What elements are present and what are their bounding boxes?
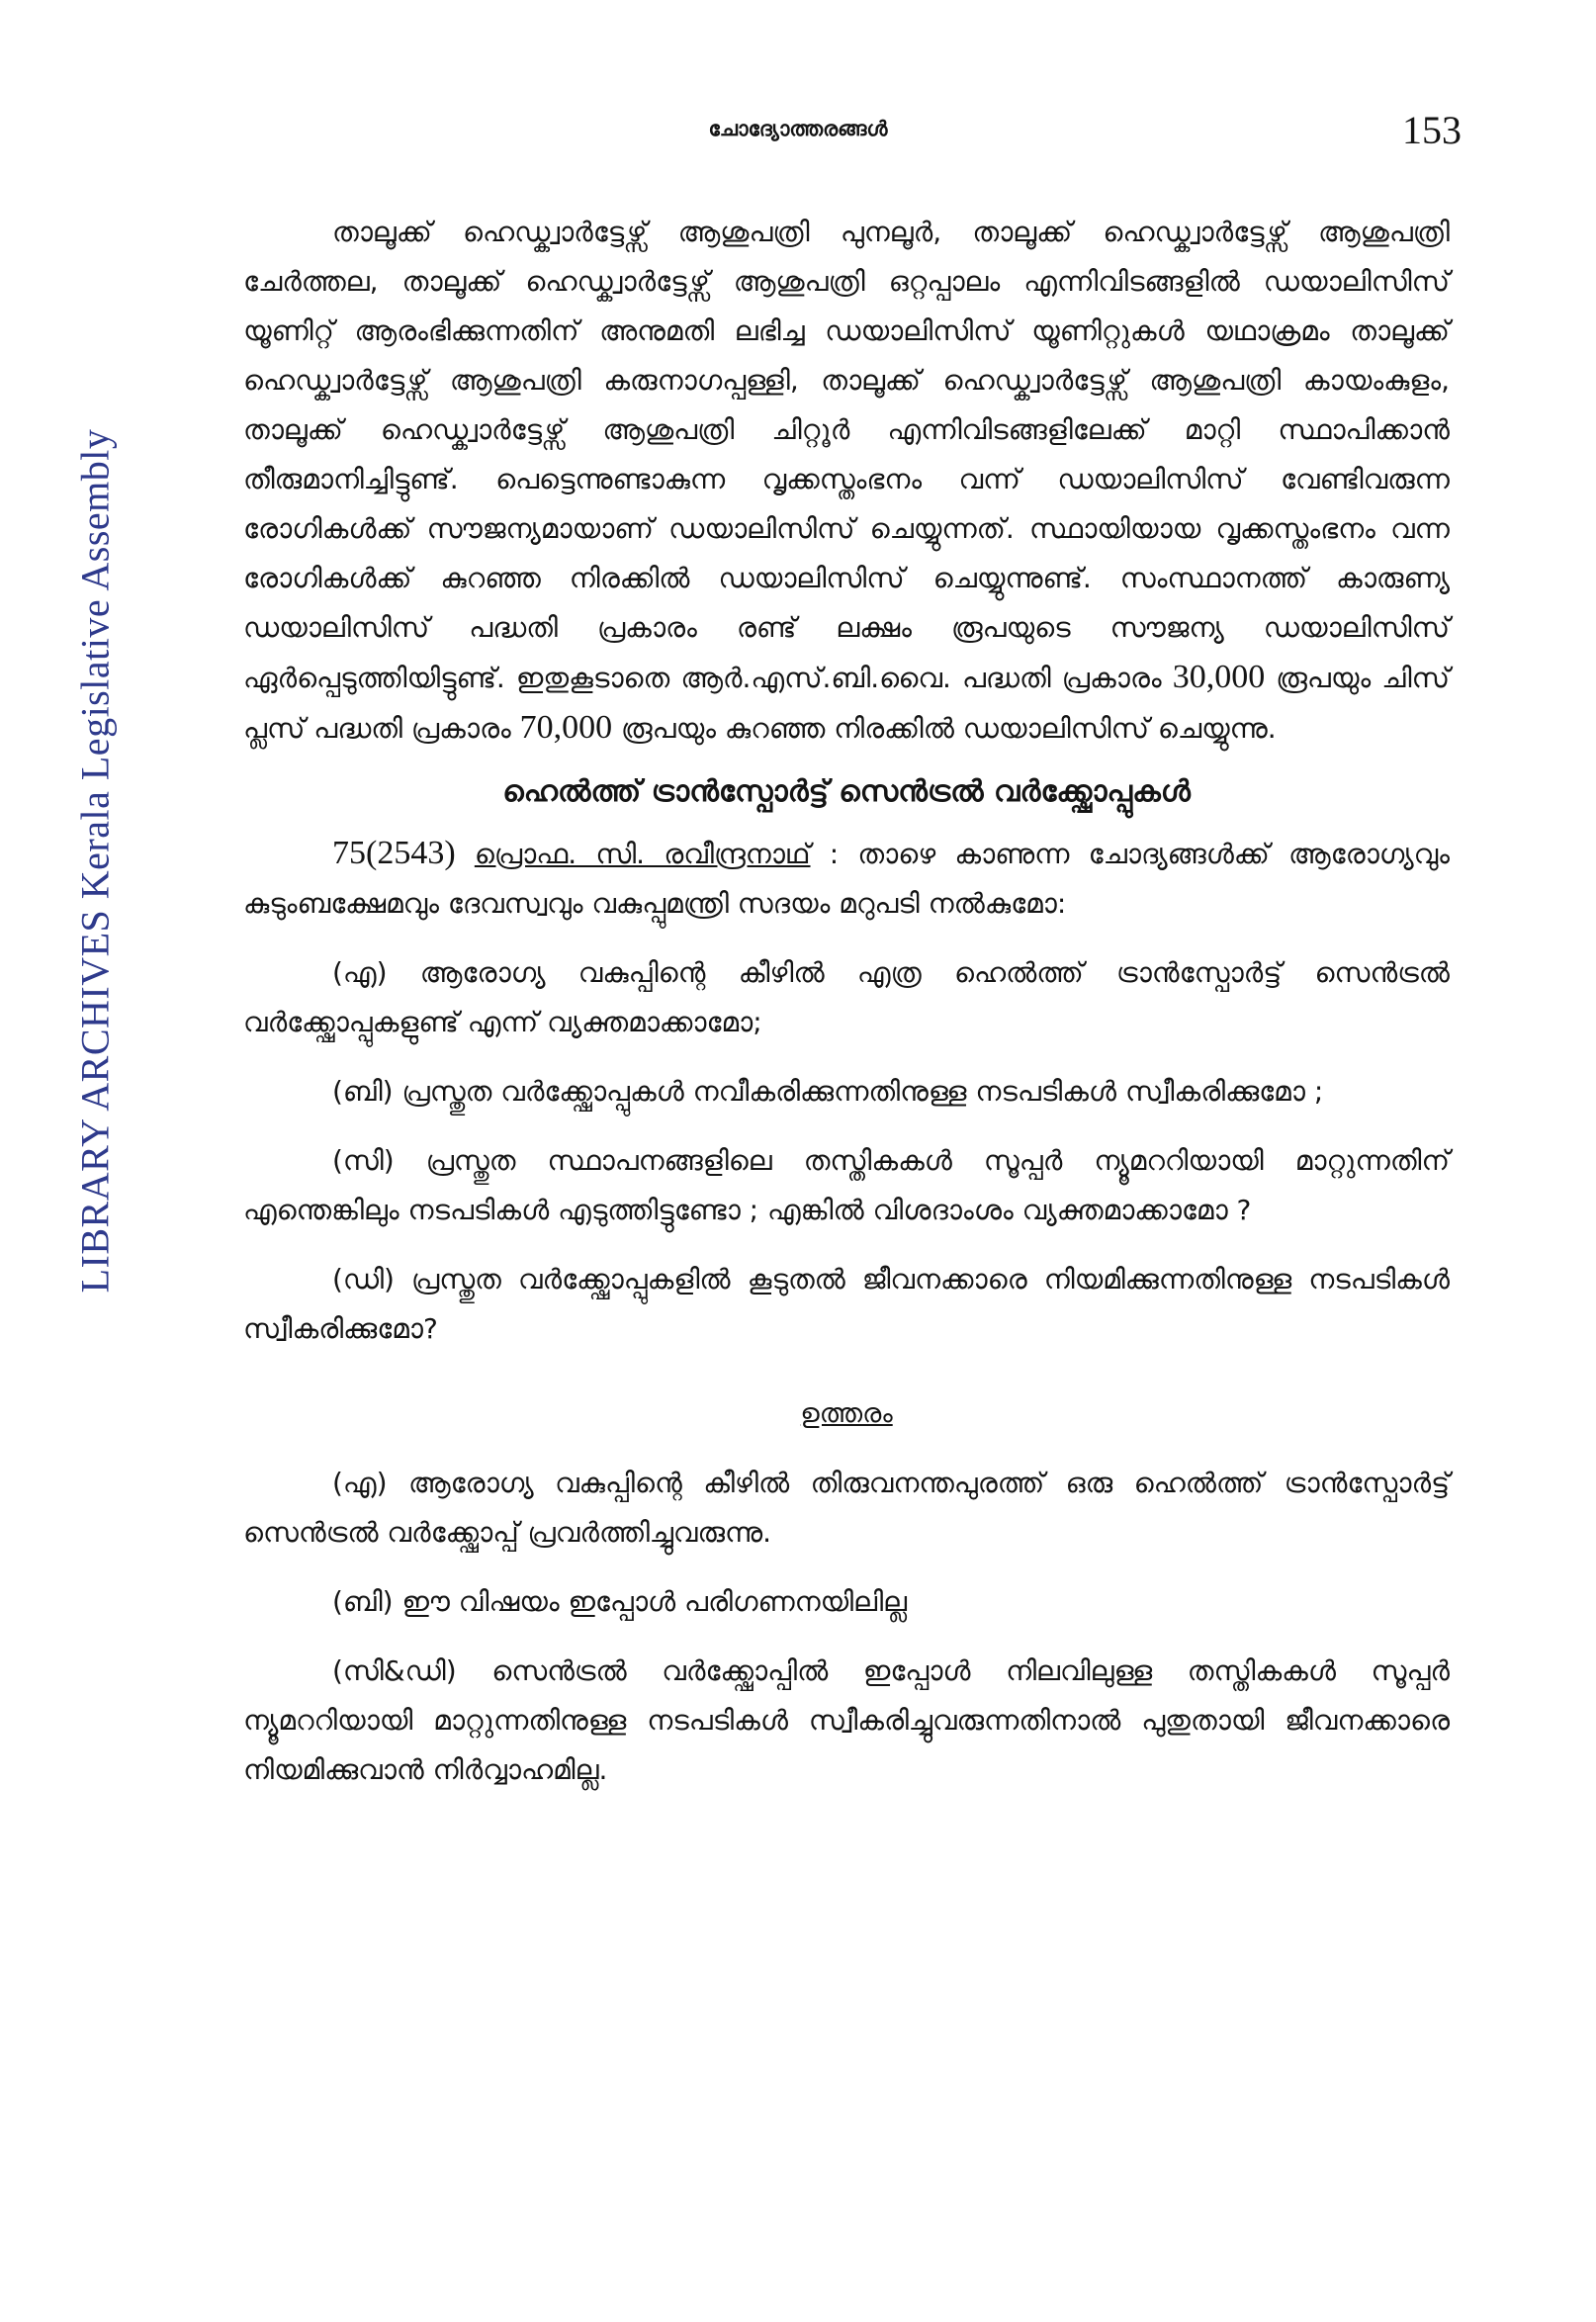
intro-text-1: താലൂക്ക് ഹെഡ്ക്വാർട്ടേഴ്സ് ആശുപത്രി പുനലൂർ, താലൂക്ക് ഹെഡ്ക്വാർട്ടേഴ്സ് ആശുപത്രി ചേർത്തല, താലൂക്ക് ഹെഡ്ക്വാർട്ടേഴ്സ് ആശുപത്രി ഒറ്റപ്പാലം എന്നിവിടങ്ങളിൽ ഡയാലിസിസ് യൂണിറ്റ് ആരംഭിക്കുന്നതിന് അനുമതി ലഭിച്ച ഡയാലിസിസ് യൂണിറ്റുകൾ യഥാക്രമം താലൂക്ക് ഹെഡ്ക്വാർട്ടേഴ്സ് ആശുപത്രി കരുനാഗപ്പള്ളി, താലൂക്ക് ഹെഡ്ക്വാർട്ടേഴ്സ് ആശുപത്രി കായംകുളം, താലൂക്ക് ഹെഡ്ക്വാർട്ടേഴ്സ് ആശുപത്രി ചിറ്റൂർ എന്നിവിടങ്ങളിലേക്ക് മാറ്റി സ്ഥാപിക്കാൻ തീരുമാനിച്ചിട്ടുണ്ട്. പെട്ടെന്നുണ്ടാകുന്ന വൃക്കസ്തംഭനം വന്ന് ഡയാലിസിസ് വേണ്ടിവരുന്ന രോഗികൾക്ക് സൗജന്യമായാണ് ഡയാലിസിസ് ചെയ്യുന്നത്. സ്ഥായിയായ വൃക്കസ്തംഭനം വന്ന രോഗികൾക്ക് കുറഞ്ഞ നിരക്കിൽ ഡയാലിസിസ് ചെയ്യുന്നുണ്ട്. സംസ്ഥാനത്ത് കാരുണ്യ ഡയാലിസിസ് പദ്ധതി പ്രകാരം രണ്ട് ലക്ഷം രൂപയുടെ സൗജന്യ ഡയാലിസിസ് ഏർപ്പെടുത്തിയിട്ടുണ്ട്. ഇതുകൂടാതെ ആർ.എസ്.ബി.വൈ. പദ്ധതി പ്രകാരം bbox=[243, 216, 1450, 694]
intro-text-2: രൂപയും ചിസ് പ്ലസ് പദ്ധതി പ്രകാരം bbox=[243, 662, 1450, 745]
amount-chis-plus: 70,000 bbox=[519, 709, 613, 746]
question-part-a: (എ) ആരോഗ്യ വകുപ്പിന്റെ കീഴിൽ എത്ര ഹെൽത്ത് ട്രാൻസ്പോർട്ട് സെൻട്രൽ വർക്ക്ഷോപ്പുകളുണ്ട് എന്ന് വ്യക്തമാക്കാമോ; bbox=[243, 956, 1450, 1038]
question-number: 75(2543) bbox=[332, 835, 456, 871]
running-title: ചോദ്യോത്തരങ്ങൾ bbox=[708, 117, 888, 140]
intro-paragraph bbox=[243, 208, 1450, 754]
question-part-c: (സി) പ്രസ്തുത സ്ഥാപനങ്ങളിലെ തസ്തികകൾ സൂപ്പർ ന്യൂമററിയായി മാറ്റുന്നതിന് എന്തെങ്കിലും നടപടികൾ എടുത്തിട്ടുണ്ടോ ; എങ്കിൽ വിശദാംശം വ്യക്തമാക്കാമോ ? bbox=[243, 1144, 1450, 1226]
member-name: പ്രൊഫ. സി. രവീന്ദ്രനാഥ് bbox=[474, 838, 811, 870]
intro-text-3: രൂപയും കുറഞ്ഞ നിരക്കിൽ ഡയാലിസിസ് ചെയ്യുന്നു. bbox=[621, 712, 1277, 745]
page-number: 153 bbox=[1402, 108, 1462, 152]
question-lead-text: : താഴെ കാണുന്ന ചോദ്യങ്ങൾക്ക് ആരോഗ്യവും കുടുംബക്ഷേമവും ദേവസ്വവും വകുപ്പുമന്ത്രി സദയം മറുപടി നൽകുമോ: bbox=[243, 838, 1450, 920]
question-part-d: (ഡി) പ്രസ്തുത വർക്ക്ഷോപ്പുകളിൽ കൂടുതൽ ജീവനക്കാരെ നിയമിക്കുന്നതിനുള്ള നടപടികൾ സ്വീകരിക്കുമോ? bbox=[243, 1263, 1450, 1345]
answer-title: ഉത്തരം bbox=[800, 1398, 893, 1429]
section-heading: ഹെൽത്ത് ട്രാൻസ്പോർട്ട് സെൻട്രൽ വർക്ക്ഷോപ്പുകൾ bbox=[502, 774, 1191, 809]
page-body bbox=[243, 208, 1450, 1795]
watermark-text: LIBRARY ARCHIVES Kerala Legislative Assembly bbox=[72, 428, 118, 1293]
answer-part-a: (എ) ആരോഗ്യ വകുപ്പിന്റെ കീഴിൽ തിരുവനന്തപുരത്ത് ഒരു ഹെൽത്ത് ട്രാൻസ്പോർട്ട് സെൻട്രൽ വർക്ക്ഷോപ്പ് പ്രവർത്തിച്ചുവരുന്നു. bbox=[243, 1467, 1450, 1549]
question-lead bbox=[243, 829, 1450, 929]
amount-rsby: 30,000 bbox=[1172, 659, 1266, 695]
question-part-b: (ബി) പ്രസ്തുത വർക്ക്ഷോപ്പുകൾ നവീകരിക്കുന്നതിനുള്ള നടപടികൾ സ്വീകരിക്കുമോ ; bbox=[332, 1075, 1324, 1108]
answer-part-cd: (സി&ഡി) സെൻട്രൽ വർക്ക്ഷോപ്പിൽ ഇപ്പോൾ നിലവിലുള്ള തസ്തികകൾ സൂപ്പർ ന്യൂമററിയായി മാറ്റുന്നതിനുള്ള നടപടികൾ സ്വീകരിച്ചുവരുന്നതിനാൽ പുതുതായി ജീവനക്കാരെ നിയമിക്കുവാൻ നിർവ്വാഹമില്ല. bbox=[243, 1654, 1450, 1786]
archive-watermark bbox=[36, 0, 154, 1721]
answer-part-b: (ബി) ഈ വിഷയം ഇപ്പോൾ പരിഗണനയിലില്ല bbox=[332, 1585, 908, 1618]
